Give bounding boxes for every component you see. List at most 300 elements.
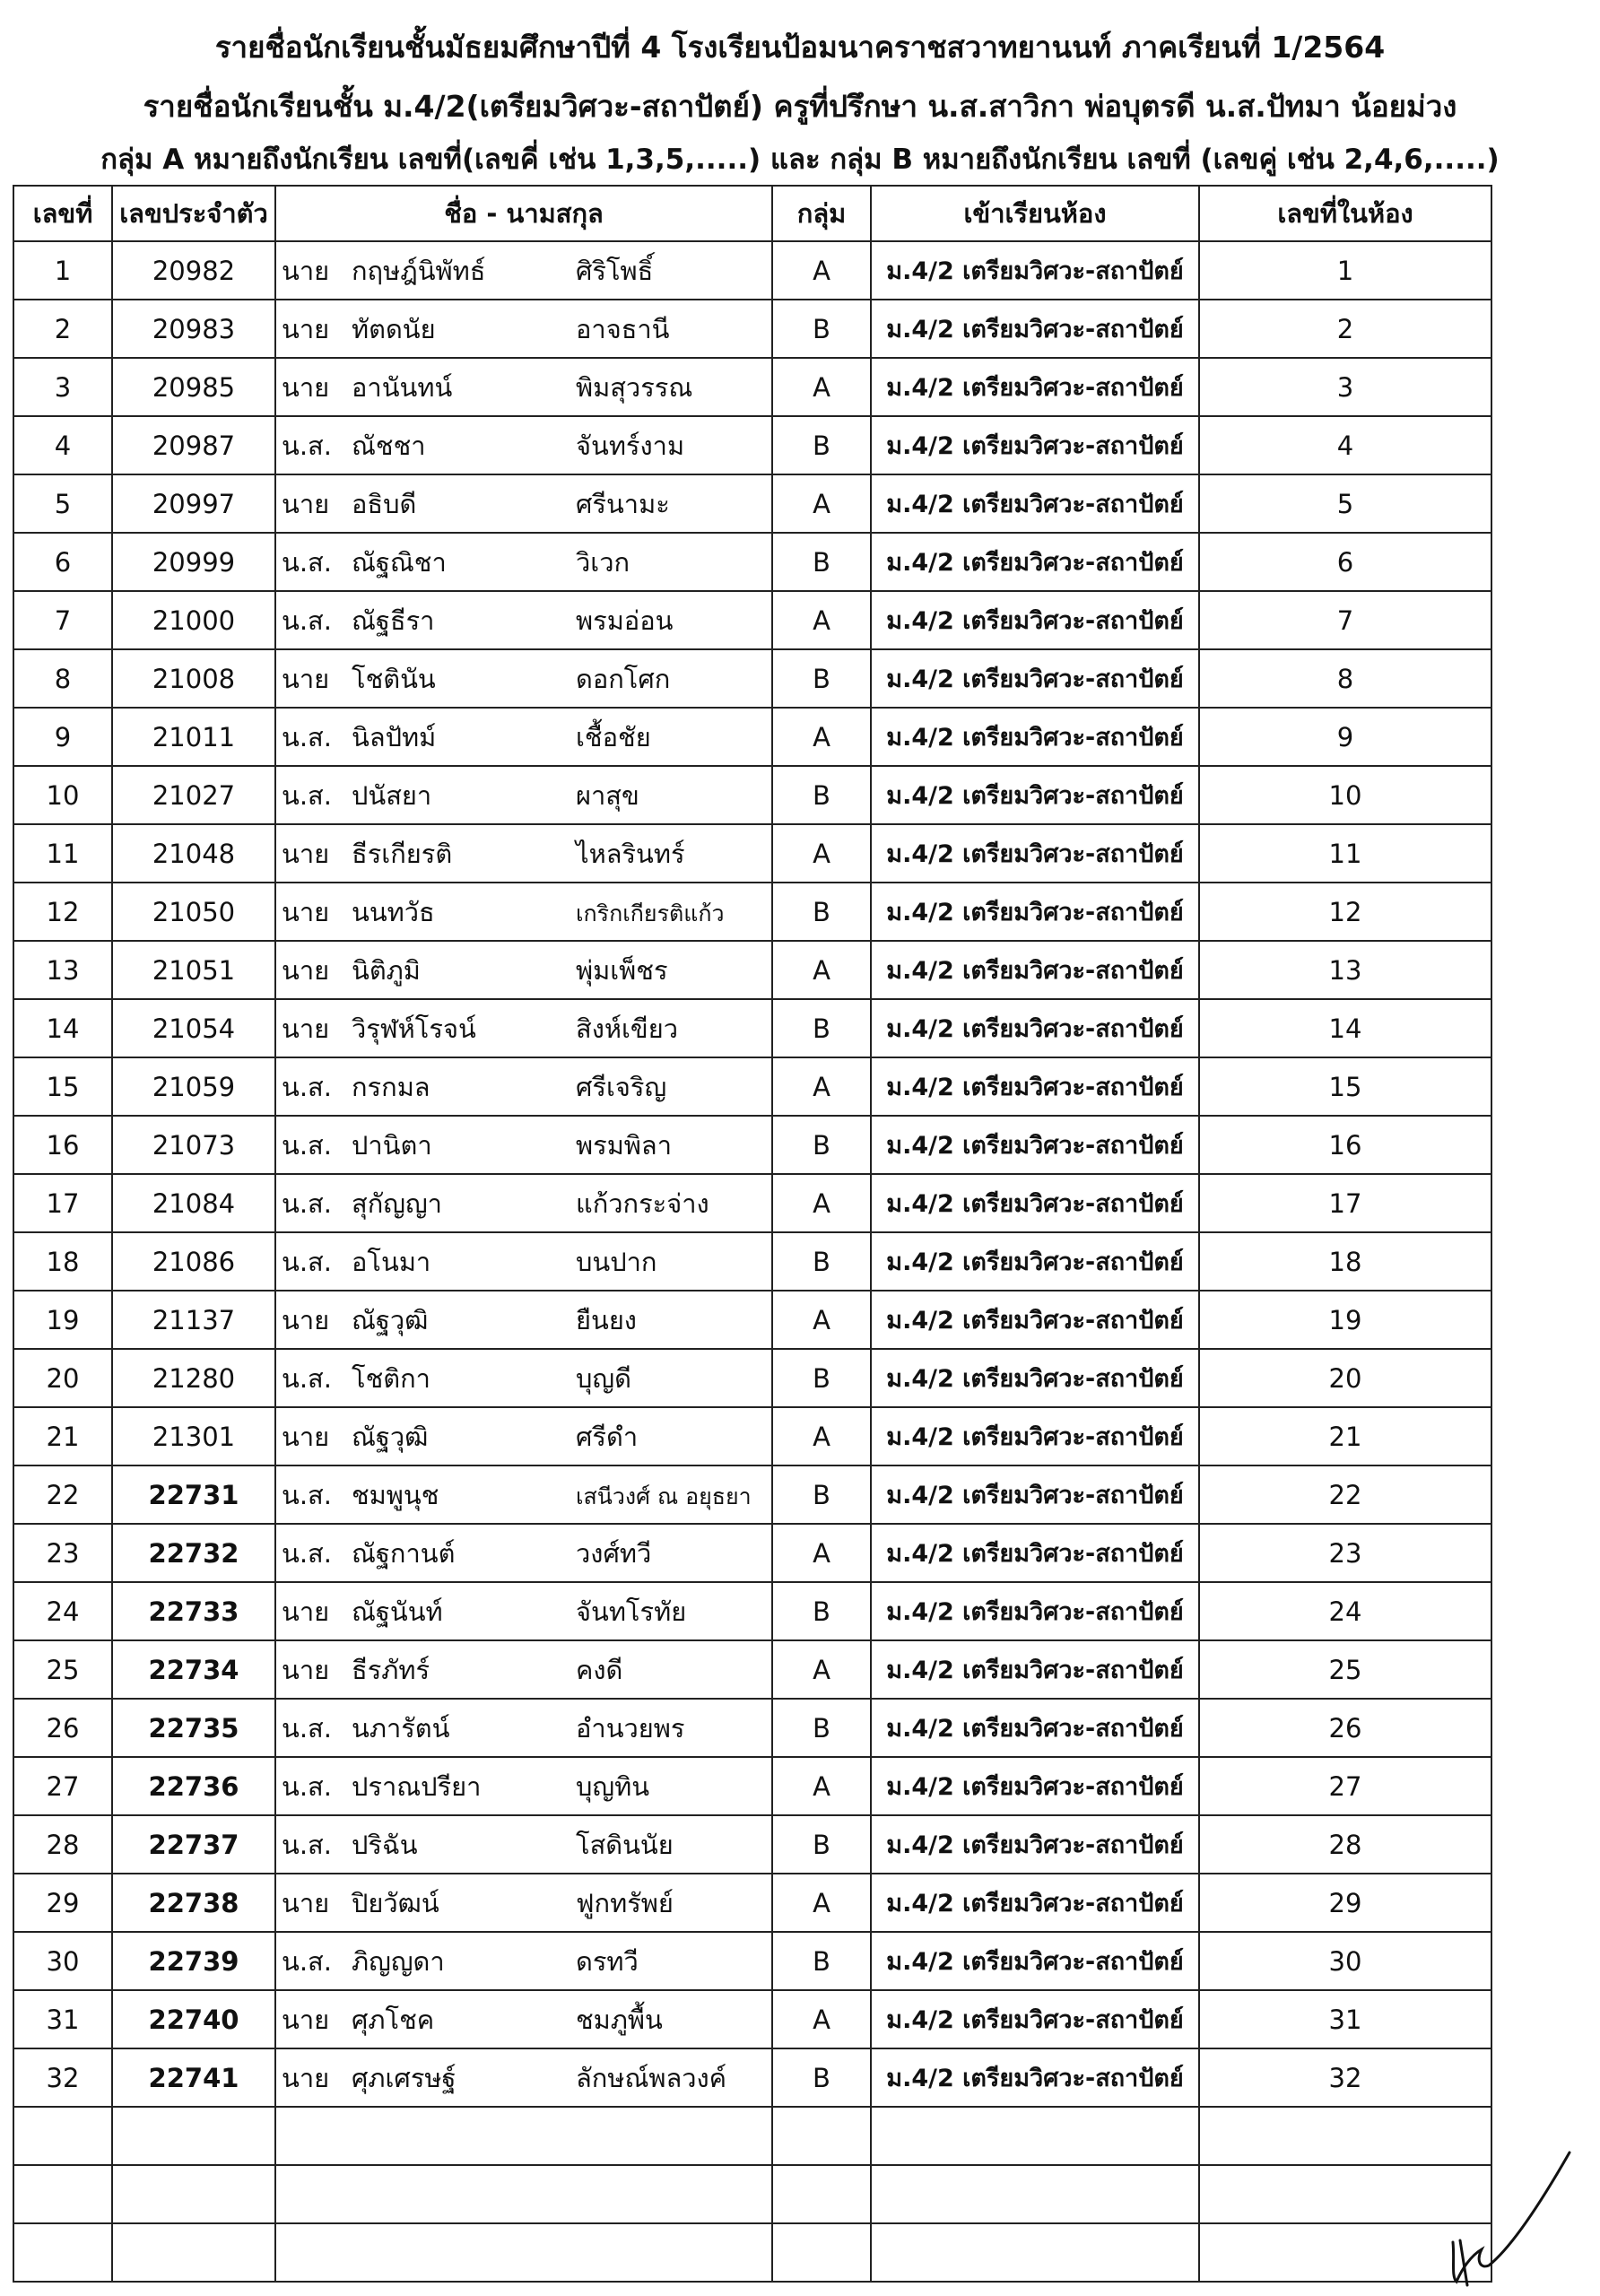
name-prefix: น.ส. <box>282 1187 332 1219</box>
cell-room: ม.4/2 เตรียมวิศวะ-สถาปัตย์ <box>871 649 1199 708</box>
table-row <box>13 358 1491 416</box>
empty-cell <box>772 2165 871 2223</box>
first-name: ปานิตา <box>352 1129 432 1161</box>
cell-no: 4 <box>13 416 112 474</box>
cell-no: 23 <box>13 1524 112 1582</box>
cell-no: 10 <box>13 766 112 824</box>
cell-name <box>275 591 772 649</box>
table-row <box>13 1640 1491 1699</box>
cell-room: ม.4/2 เตรียมวิศวะ-สถาปัตย์ <box>871 416 1199 474</box>
cell-no: 7 <box>13 591 112 649</box>
table-row <box>13 941 1491 999</box>
cell-student-id: 21051 <box>112 941 275 999</box>
cell-no: 27 <box>13 1757 112 1815</box>
cell-student-id: 21008 <box>112 649 275 708</box>
cell-student-id: 20999 <box>112 533 275 591</box>
last-name: ดรทวี <box>576 1945 639 1977</box>
cell-student-id: 21054 <box>112 999 275 1057</box>
last-name: ลักษณ์พลวงค์ <box>576 2062 727 2093</box>
last-name: เสนีวงศ์ ณ อยุธยา <box>576 1483 752 1509</box>
cell-student-id: 20983 <box>112 300 275 358</box>
cell-no: 12 <box>13 883 112 941</box>
col-header-name: ชื่อ - นามสกุล <box>275 186 772 241</box>
name-prefix: นาย <box>282 1654 330 1685</box>
cell-group: A <box>772 1407 871 1465</box>
cell-room-no: 10 <box>1199 766 1491 824</box>
empty-cell <box>13 2223 112 2282</box>
cell-group: B <box>772 1699 871 1757</box>
cell-room-no: 3 <box>1199 358 1491 416</box>
cell-student-id: 21137 <box>112 1291 275 1349</box>
table-row <box>13 2048 1491 2107</box>
last-name: ชมภูพื้น <box>576 2004 663 2035</box>
cell-name <box>275 824 772 883</box>
empty-cell <box>13 2107 112 2165</box>
cell-room: ม.4/2 เตรียมวิศวะ-สถาปัตย์ <box>871 1407 1199 1465</box>
table-body <box>13 241 1491 2282</box>
cell-student-id: 20985 <box>112 358 275 416</box>
cell-name <box>275 416 772 474</box>
first-name: นิติภูมิ <box>352 954 421 986</box>
cell-name <box>275 1524 772 1582</box>
cell-room-no: 11 <box>1199 824 1491 883</box>
table-row <box>13 883 1491 941</box>
cell-student-id: 22738 <box>112 1874 275 1932</box>
first-name: นิลปัทม์ <box>352 721 437 752</box>
name-prefix: น.ส. <box>282 604 332 636</box>
table-row <box>13 474 1491 533</box>
name-prefix: นาย <box>282 663 330 694</box>
cell-student-id: 21073 <box>112 1116 275 1174</box>
cell-group: B <box>772 416 871 474</box>
cell-room: ม.4/2 เตรียมวิศวะ-สถาปัตย์ <box>871 474 1199 533</box>
student-table <box>13 185 1492 2283</box>
col-header-room: เข้าเรียนห้อง <box>871 186 1199 241</box>
cell-no: 9 <box>13 708 112 766</box>
last-name: พรมพิลา <box>576 1129 672 1161</box>
cell-name <box>275 1465 772 1524</box>
cell-room: ม.4/2 เตรียมวิศวะ-สถาปัตย์ <box>871 883 1199 941</box>
cell-name <box>275 1116 772 1174</box>
cell-group: B <box>772 1815 871 1874</box>
empty-row <box>13 2165 1491 2223</box>
name-prefix: นาย <box>282 313 330 344</box>
last-name: อำนวยพร <box>576 1712 685 1744</box>
cell-room-no: 7 <box>1199 591 1491 649</box>
group-explanation-line: กลุ่ม A หมายถึงนักเรียน เลขที่(เลขคี่ เช่น 1,3,5,.....) และ กลุ่ม B หมายถึงนักเรียน เลขที่ (เลขคู่ เช่น 2,4,6,.....) <box>100 144 1500 176</box>
name-prefix: น.ส. <box>282 1712 332 1744</box>
cell-name <box>275 533 772 591</box>
table-row <box>13 649 1491 708</box>
cell-student-id: 22739 <box>112 1932 275 1990</box>
empty-cell <box>112 2165 275 2223</box>
name-prefix: น.ส. <box>282 1945 332 1977</box>
cell-room-no: 12 <box>1199 883 1491 941</box>
cell-group: B <box>772 300 871 358</box>
name-prefix: นาย <box>282 896 330 927</box>
last-name: ศรีเจริญ <box>576 1071 667 1102</box>
cell-student-id: 22734 <box>112 1640 275 1699</box>
last-name: ยืนยง <box>576 1304 637 1335</box>
last-name: แก้วกระจ่าง <box>576 1187 709 1219</box>
table-row <box>13 999 1491 1057</box>
cell-room-no: 1 <box>1199 241 1491 300</box>
cell-room: ม.4/2 เตรียมวิศวะ-สถาปัตย์ <box>871 1874 1199 1932</box>
cell-no: 5 <box>13 474 112 533</box>
first-name: นนทวัธ <box>352 896 435 927</box>
cell-no: 15 <box>13 1057 112 1116</box>
first-name: ศุภเศรษฐ์ <box>352 2062 457 2093</box>
cell-room-no: 16 <box>1199 1116 1491 1174</box>
first-name: ณัฐนันท์ <box>352 1596 443 1627</box>
cell-room-no: 9 <box>1199 708 1491 766</box>
name-prefix: นาย <box>282 1887 330 1918</box>
table-row <box>13 533 1491 591</box>
cell-no: 26 <box>13 1699 112 1757</box>
cell-student-id: 22737 <box>112 1815 275 1874</box>
cell-room: ม.4/2 เตรียมวิศวะ-สถาปัตย์ <box>871 1057 1199 1116</box>
first-name: ธีรภัทร์ <box>352 1654 430 1685</box>
table-row <box>13 591 1491 649</box>
name-prefix: น.ส. <box>282 1071 332 1102</box>
last-name: เกริกเกียรติแก้ว <box>576 900 725 926</box>
cell-room: ม.4/2 เตรียมวิศวะ-สถาปัตย์ <box>871 1116 1199 1174</box>
cell-group: B <box>772 766 871 824</box>
table-row <box>13 1932 1491 1990</box>
empty-cell <box>275 2223 772 2282</box>
last-name: คงดี <box>576 1654 623 1685</box>
cell-room-no: 4 <box>1199 416 1491 474</box>
cell-room-no: 23 <box>1199 1524 1491 1582</box>
cell-student-id: 22733 <box>112 1582 275 1640</box>
last-name: ผาสุข <box>576 779 639 811</box>
last-name: จันทร์งาม <box>576 430 685 461</box>
cell-room-no: 5 <box>1199 474 1491 533</box>
cell-student-id: 21048 <box>112 824 275 883</box>
last-name: พิมสุวรรณ <box>576 371 693 403</box>
cell-room-no: 8 <box>1199 649 1491 708</box>
last-name: พุ่มเพ็ชร <box>576 954 668 986</box>
cell-group: B <box>772 883 871 941</box>
col-header-id: เลขประจำตัว <box>112 186 275 241</box>
cell-room-no: 31 <box>1199 1990 1491 2048</box>
cell-student-id: 21084 <box>112 1174 275 1232</box>
table-row <box>13 1757 1491 1815</box>
last-name: ฟูกทรัพย์ <box>576 1887 674 1918</box>
first-name: กรกมล <box>352 1071 430 1102</box>
cell-room: ม.4/2 เตรียมวิศวะ-สถาปัตย์ <box>871 1524 1199 1582</box>
cell-no: 19 <box>13 1291 112 1349</box>
cell-room: ม.4/2 เตรียมวิศวะ-สถาปัตย์ <box>871 1815 1199 1874</box>
name-prefix: น.ส. <box>282 546 332 578</box>
cell-name <box>275 1232 772 1291</box>
table-row <box>13 1699 1491 1757</box>
cell-no: 32 <box>13 2048 112 2107</box>
cell-name <box>275 766 772 824</box>
cell-group: A <box>772 1057 871 1116</box>
name-prefix: นาย <box>282 1421 330 1452</box>
first-name: ณัฐวุฒิ <box>352 1304 429 1335</box>
cell-room: ม.4/2 เตรียมวิศวะ-สถาปัตย์ <box>871 591 1199 649</box>
name-prefix: น.ส. <box>282 430 332 461</box>
table-row <box>13 824 1491 883</box>
cell-room-no: 18 <box>1199 1232 1491 1291</box>
cell-group: A <box>772 1174 871 1232</box>
first-name: กฤษฎ์นิพัทธ์ <box>352 255 486 286</box>
cell-student-id: 20982 <box>112 241 275 300</box>
cell-no: 6 <box>13 533 112 591</box>
empty-cell <box>772 2107 871 2165</box>
name-prefix: นาย <box>282 1304 330 1335</box>
cell-group: A <box>772 1874 871 1932</box>
empty-cell <box>112 2223 275 2282</box>
cell-name <box>275 1057 772 1116</box>
cell-no: 3 <box>13 358 112 416</box>
first-name: อานันทน์ <box>352 371 453 403</box>
name-prefix: นาย <box>282 255 330 286</box>
cell-name <box>275 1582 772 1640</box>
cell-name <box>275 1757 772 1815</box>
cell-name <box>275 649 772 708</box>
cell-no: 14 <box>13 999 112 1057</box>
cell-group: B <box>772 1116 871 1174</box>
cell-room-no: 32 <box>1199 2048 1491 2107</box>
cell-group: A <box>772 1640 871 1699</box>
first-name: ณัชชา <box>352 430 426 461</box>
cell-room: ม.4/2 เตรียมวิศวะ-สถาปัตย์ <box>871 1291 1199 1349</box>
cell-room-no: 26 <box>1199 1699 1491 1757</box>
cell-room: ม.4/2 เตรียมวิศวะ-สถาปัตย์ <box>871 358 1199 416</box>
cell-room-no: 22 <box>1199 1465 1491 1524</box>
last-name: อาจธานี <box>576 313 670 344</box>
table-row <box>13 1349 1491 1407</box>
last-name: ดอกโศก <box>576 663 671 694</box>
table-row <box>13 1465 1491 1524</box>
cell-room-no: 29 <box>1199 1874 1491 1932</box>
table-row <box>13 1524 1491 1582</box>
cell-name <box>275 1932 772 1990</box>
cell-name <box>275 2048 772 2107</box>
cell-no: 22 <box>13 1465 112 1524</box>
name-prefix: น.ส. <box>282 721 332 752</box>
document-title: รายชื่อนักเรียนชั้นมัธยมศึกษาปีที่ 4 โรงเรียนป้อมนาคราชสวาทยานนท์ ภาคเรียนที่ 1/2564 <box>214 30 1386 65</box>
table-row <box>13 241 1491 300</box>
last-name: ศิริโพธิ์ <box>576 255 654 286</box>
cell-room-no: 30 <box>1199 1932 1491 1990</box>
cell-room-no: 6 <box>1199 533 1491 591</box>
last-name: ศรีนามะ <box>576 488 670 519</box>
first-name: ทัตดนัย <box>352 313 436 344</box>
last-name: บุญดี <box>576 1362 631 1394</box>
cell-name <box>275 883 772 941</box>
first-name: ณัฐธีรา <box>352 604 435 636</box>
cell-student-id: 21301 <box>112 1407 275 1465</box>
cell-group: A <box>772 1524 871 1582</box>
cell-no: 17 <box>13 1174 112 1232</box>
cell-room: ม.4/2 เตรียมวิศวะ-สถาปัตย์ <box>871 1582 1199 1640</box>
empty-cell <box>275 2107 772 2165</box>
cell-room: ม.4/2 เตรียมวิศวะ-สถาปัตย์ <box>871 300 1199 358</box>
name-prefix: น.ส. <box>282 1537 332 1569</box>
cell-no: 16 <box>13 1116 112 1174</box>
cell-room-no: 17 <box>1199 1174 1491 1232</box>
name-prefix: นาย <box>282 488 330 519</box>
cell-room: ม.4/2 เตรียมวิศวะ-สถาปัตย์ <box>871 941 1199 999</box>
cell-room: ม.4/2 เตรียมวิศวะ-สถาปัตย์ <box>871 708 1199 766</box>
cell-student-id: 21027 <box>112 766 275 824</box>
cell-no: 31 <box>13 1990 112 2048</box>
cell-group: A <box>772 591 871 649</box>
cell-name <box>275 1815 772 1874</box>
cell-room: ม.4/2 เตรียมวิศวะ-สถาปัตย์ <box>871 533 1199 591</box>
table-row <box>13 766 1491 824</box>
cell-room-no: 15 <box>1199 1057 1491 1116</box>
first-name: ธีรเกียรติ <box>352 838 453 869</box>
cell-group: A <box>772 474 871 533</box>
signature-mark <box>1435 2135 1578 2287</box>
name-prefix: นาย <box>282 954 330 986</box>
cell-no: 2 <box>13 300 112 358</box>
cell-room: ม.4/2 เตรียมวิศวะ-สถาปัตย์ <box>871 1699 1199 1757</box>
cell-no: 13 <box>13 941 112 999</box>
cell-group: A <box>772 708 871 766</box>
cell-group: B <box>772 1932 871 1990</box>
cell-room-no: 20 <box>1199 1349 1491 1407</box>
empty-cell <box>772 2223 871 2282</box>
last-name: ไหลรินทร์ <box>576 838 685 869</box>
name-prefix: นาย <box>282 1013 330 1044</box>
cell-group: B <box>772 1582 871 1640</box>
last-name: ศรีดำ <box>576 1421 639 1452</box>
name-prefix: น.ส. <box>282 1362 332 1394</box>
cell-student-id: 21011 <box>112 708 275 766</box>
cell-name <box>275 1407 772 1465</box>
cell-room: ม.4/2 เตรียมวิศวะ-สถาปัตย์ <box>871 1932 1199 1990</box>
cell-name <box>275 300 772 358</box>
cell-no: 29 <box>13 1874 112 1932</box>
cell-student-id: 22732 <box>112 1524 275 1582</box>
cell-student-id: 22735 <box>112 1699 275 1757</box>
table-row <box>13 1291 1491 1349</box>
table-row <box>13 1174 1491 1232</box>
cell-group: B <box>772 2048 871 2107</box>
cell-no: 25 <box>13 1640 112 1699</box>
first-name: ชมพูนุช <box>352 1479 439 1510</box>
cell-name <box>275 474 772 533</box>
cell-student-id: 20987 <box>112 416 275 474</box>
name-prefix: น.ส. <box>282 1829 332 1860</box>
cell-student-id: 22740 <box>112 1990 275 2048</box>
cell-group: A <box>772 358 871 416</box>
cell-room: ม.4/2 เตรียมวิศวะ-สถาปัตย์ <box>871 2048 1199 2107</box>
cell-no: 30 <box>13 1932 112 1990</box>
last-name: วิเวก <box>576 546 630 578</box>
first-name: สุกัญญา <box>352 1187 442 1219</box>
table-row <box>13 1582 1491 1640</box>
table-row <box>13 1874 1491 1932</box>
empty-row <box>13 2223 1491 2282</box>
col-header-no: เลขที่ <box>13 186 112 241</box>
col-header-room-no: เลขที่ในห้อง <box>1199 186 1491 241</box>
empty-cell <box>871 2165 1199 2223</box>
last-name: วงศ์ทวี <box>576 1537 652 1569</box>
name-prefix: นาย <box>282 2062 330 2093</box>
cell-name <box>275 1174 772 1232</box>
cell-name <box>275 241 772 300</box>
cell-name <box>275 1990 772 2048</box>
cell-no: 21 <box>13 1407 112 1465</box>
first-name: ภิญญดา <box>352 1945 445 1977</box>
first-name: โชตินัน <box>352 663 436 694</box>
cell-room: ม.4/2 เตรียมวิศวะ-สถาปัตย์ <box>871 1174 1199 1232</box>
cell-room-no: 25 <box>1199 1640 1491 1699</box>
cell-room: ม.4/2 เตรียมวิศวะ-สถาปัตย์ <box>871 1465 1199 1524</box>
last-name: บุญทิน <box>576 1770 650 1802</box>
empty-row <box>13 2107 1491 2165</box>
first-name: ปราณปรียา <box>352 1770 482 1802</box>
first-name: ปริฉัน <box>352 1829 418 1860</box>
table-row <box>13 1232 1491 1291</box>
name-prefix: นาย <box>282 838 330 869</box>
first-name: อโนมา <box>352 1246 431 1277</box>
cell-room-no: 14 <box>1199 999 1491 1057</box>
cell-name <box>275 999 772 1057</box>
cell-student-id: 21086 <box>112 1232 275 1291</box>
table-row <box>13 1815 1491 1874</box>
cell-name <box>275 1640 772 1699</box>
cell-name <box>275 358 772 416</box>
first-name: วิรุฬห์โรจน์ <box>352 1013 476 1044</box>
cell-no: 1 <box>13 241 112 300</box>
cell-no: 28 <box>13 1815 112 1874</box>
cell-group: A <box>772 941 871 999</box>
name-prefix: น.ส. <box>282 1246 332 1277</box>
first-name: ปิยวัฒน์ <box>352 1887 439 1918</box>
cell-no: 8 <box>13 649 112 708</box>
first-name: ณัฐณิชา <box>352 546 447 578</box>
first-name: โชติกา <box>352 1362 430 1394</box>
empty-cell <box>13 2165 112 2223</box>
empty-cell <box>871 2223 1199 2282</box>
cell-student-id: 21280 <box>112 1349 275 1407</box>
cell-name <box>275 1349 772 1407</box>
last-name: จันทโรทัย <box>576 1596 687 1627</box>
cell-no: 11 <box>13 824 112 883</box>
cell-no: 24 <box>13 1582 112 1640</box>
last-name: บนปาก <box>576 1246 657 1277</box>
cell-room-no: 2 <box>1199 300 1491 358</box>
cell-student-id: 22741 <box>112 2048 275 2107</box>
cell-room: ม.4/2 เตรียมวิศวะ-สถาปัตย์ <box>871 766 1199 824</box>
table-row <box>13 1990 1491 2048</box>
cell-room: ม.4/2 เตรียมวิศวะ-สถาปัตย์ <box>871 241 1199 300</box>
cell-group: B <box>772 1349 871 1407</box>
first-name: ณัฐกานต์ <box>352 1537 456 1569</box>
cell-room-no: 21 <box>1199 1407 1491 1465</box>
cell-group: B <box>772 999 871 1057</box>
cell-group: A <box>772 1990 871 2048</box>
cell-room-no: 27 <box>1199 1757 1491 1815</box>
cell-room: ม.4/2 เตรียมวิศวะ-สถาปัตย์ <box>871 1349 1199 1407</box>
cell-student-id: 21050 <box>112 883 275 941</box>
cell-name <box>275 708 772 766</box>
cell-room: ม.4/2 เตรียมวิศวะ-สถาปัตย์ <box>871 1757 1199 1815</box>
cell-name <box>275 1874 772 1932</box>
empty-cell <box>112 2107 275 2165</box>
cell-group: B <box>772 1465 871 1524</box>
name-prefix: นาย <box>282 371 330 403</box>
cell-no: 20 <box>13 1349 112 1407</box>
